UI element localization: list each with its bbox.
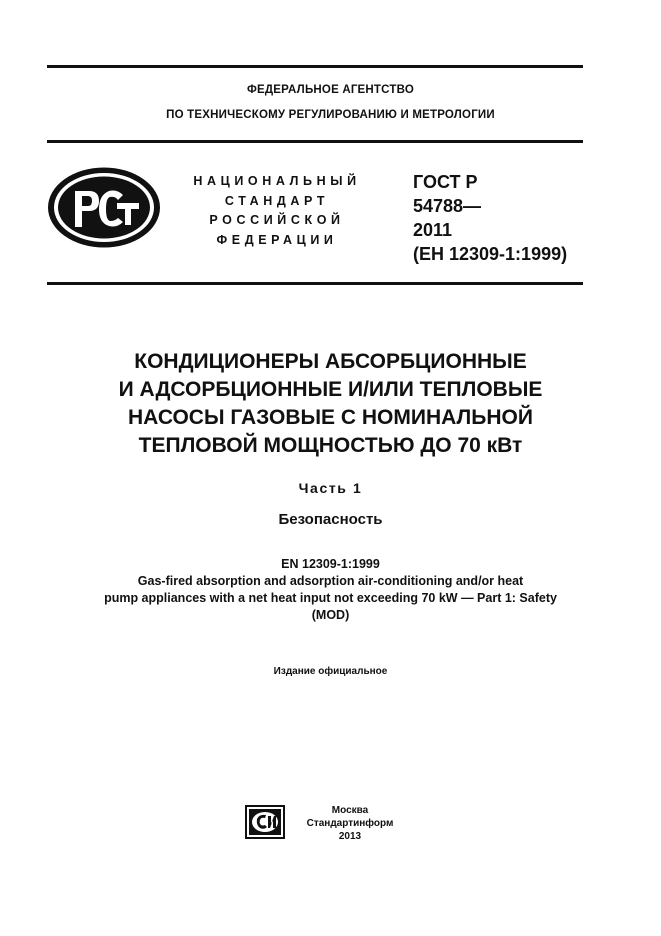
gost-line-3: 2011 [413, 220, 453, 240]
agency-name-line-1: ФЕДЕРАЛЬНОЕ АГЕНТСТВО [247, 84, 414, 96]
english-line-3: (MOD) [311, 608, 350, 622]
standard-line-4: ФЕДЕРАЦИИ [216, 233, 338, 247]
header-bottom-rule [47, 282, 583, 285]
rst-logo-icon [45, 165, 163, 250]
publisher-year: 2013 [338, 831, 362, 842]
header-rule [47, 140, 583, 143]
standartinform-logo-icon [245, 805, 285, 839]
edition-note: Издание официальное [273, 666, 388, 677]
english-title [0, 556, 661, 624]
title-line-3: НАСОСЫ ГАЗОВЫЕ С НОМИНАЛЬНОЙ [128, 406, 533, 429]
publisher-logo [245, 805, 285, 839]
english-line-2: pump appliances with a net heat input not exceeding 70 kW — Part 1: Safety [104, 591, 557, 605]
gost-line-1: ГОСТ Р [413, 172, 478, 192]
english-code: EN 12309-1:1999 [281, 557, 380, 571]
agency-name-line-2: ПО ТЕХНИЧЕСКОМУ РЕГУЛИРОВАНИЮ И МЕТРОЛОГИИ [166, 109, 495, 121]
gost-number [413, 170, 567, 266]
publisher-city: Москва [331, 805, 369, 816]
standard-line-2: СТАНДАРТ [224, 194, 330, 208]
document-title [0, 348, 661, 460]
publisher-name: Стандартинформ [306, 818, 394, 829]
standard-line-3: РОССИЙСКОЙ [209, 213, 345, 227]
rst-logo [45, 165, 163, 250]
english-line-1: Gas-fired absorption and adsorption air-conditioning and/or heat [137, 574, 524, 588]
gost-line-4: (ЕН 12309-1:1999) [413, 244, 568, 264]
title-line-1: КОНДИЦИОНЕРЫ АБСОРБЦИОННЫЕ [134, 350, 527, 373]
gost-line-2: 54788— [413, 196, 482, 216]
publisher-info [290, 804, 410, 843]
subject: Безопасность [278, 511, 383, 528]
top-rule [47, 65, 583, 68]
standard-line-1: НАЦИОНАЛЬНЫЙ [193, 174, 361, 188]
part-number: Часть 1 [298, 480, 363, 496]
title-line-2: И АДСОРБЦИОННЫЕ И/ИЛИ ТЕПЛОВЫЕ [118, 378, 543, 401]
title-line-4: ТЕПЛОВОЙ МОЩНОСТЬЮ ДО 70 кВт [138, 434, 523, 457]
